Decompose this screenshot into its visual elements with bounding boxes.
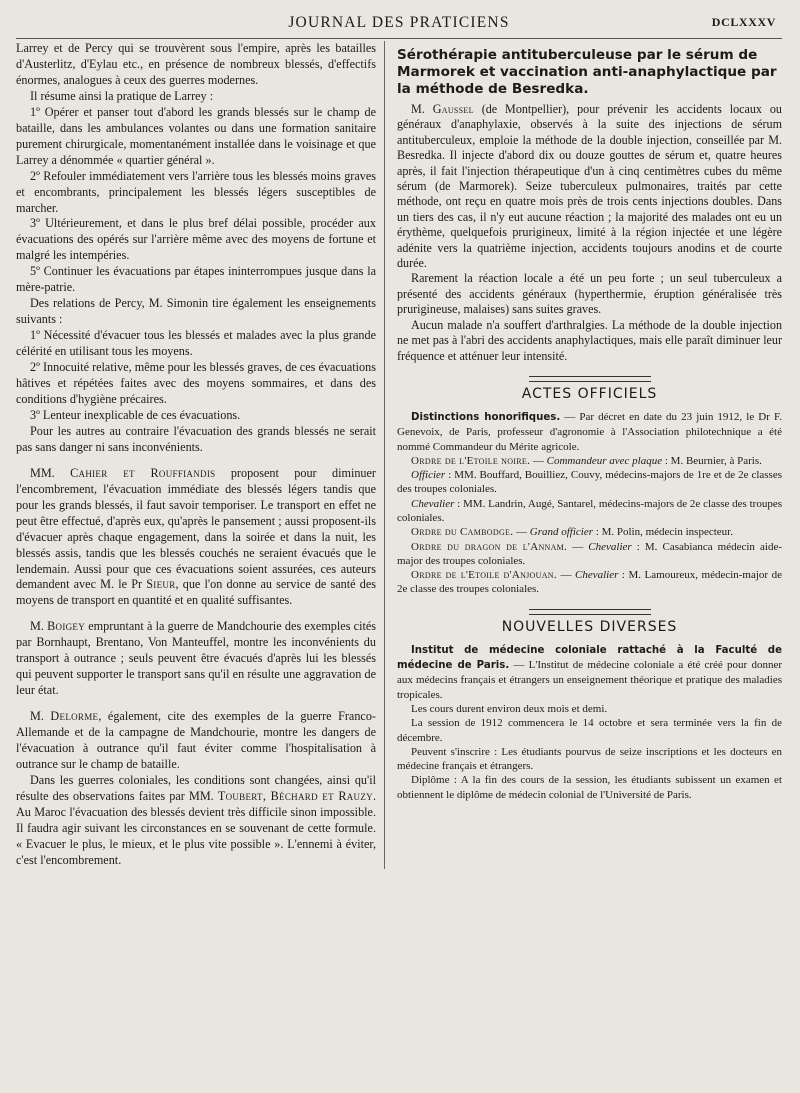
paragraph: 3º Ultérieurement, et dans le plus bref délai possible, procéder aux évacuations des opérés sur l'arrière même avec des moyens de fortune et malgré les intempéries. [16, 216, 376, 263]
text-run: , également, cite des exemples de la guerre Franco-Allemande et de la campagne de Mandchourie, montre les dangers de l'évacuation à outrance qu'il faut éviter comme l'hospitalisation à outrance sur le champ de bataille. [16, 709, 376, 771]
paragraph: Les cours durent environ deux mois et demi. [411, 702, 608, 715]
text-run: — L'Institut de médecine coloniale a été créé pour donner aux médecins français et étrangers un enseignement théorique et pratique des maladies tropicales. [397, 659, 782, 701]
paragraph: 3º Lenteur inexplicable de ces évacuations. [30, 407, 241, 422]
author-name: Boigey [47, 619, 86, 634]
grade-name: Chevalier [411, 497, 455, 510]
lead-heading: Distinctions honorifiques. [411, 411, 561, 423]
text-run: M. [411, 102, 433, 116]
text-run: . Au Maroc l'évacuation des blessés devient très difficile sinon impossible. Il faudra agir suivant les circonstances en se souvenant de cette formule. « Evacuer le plus, le mieux, et le plus vite possible ». L'ennemi à éviter, c'est l'encombrement. [16, 788, 377, 867]
text-run: : MM. Bouffard, Bouilliez, Couvy, médecins-majors de 1re et de 2e classes des troupes coloniales. [397, 469, 782, 496]
left-column [16, 41, 384, 869]
paragraph: 2º Innocuité relative, même pour les blessés graves, de ces évacuations hâtives et répétées faites avec des moyens sommaires, et dans des conditions d'hygiène précaires. [16, 360, 376, 406]
paragraph: Peuvent s'inscrire : Les étudiants pourvus de seize inscriptions et les docteurs en médecine français et étrangers. [397, 745, 782, 773]
article-title: Sérothérapie antituberculeuse par le sérum de Marmorek et vaccination anti-anaphylactique par la méthode de Besredka. [397, 47, 777, 97]
text-run: M. [30, 709, 51, 724]
text-run: : M. Lamoureux, médecin-major de 2e classe des troupes coloniales. [397, 569, 783, 596]
lead-heading: Institut de médecine coloniale rattaché à la Faculté de médecine de Paris. [397, 644, 782, 672]
paragraph: Larrey et de Percy qui se trouvèrent sous l'empire, après les batailles d'Austerlitz, d'Eylau etc., en présence de nombreux blessés, d'effectifs énormes, analogues à ceux des guerres modernes. [16, 41, 376, 87]
page-number: DCLXXXV [711, 15, 776, 29]
text-run: : M. Polin, médecin inspecteur. [593, 526, 733, 539]
running-head [16, 12, 782, 39]
section-rule [529, 376, 651, 382]
order-name: Ordre du Cambodge. [411, 526, 514, 539]
right-column [384, 41, 782, 869]
text-run: : M. Beurnier, à Paris. [662, 454, 762, 467]
paragraph [397, 454, 782, 468]
paragraph [16, 619, 376, 699]
text-run: proposent pour diminuer l'encombrement, l'évacuation immédiate des blessés légers tandis que pour les grands blessés, il faut savoir temporiser. Le transport en effet ne peut être effectué, d'après eux, qu'après le pansement ; aussi proposent-ils d'évacuer après chaque engagement, dans la soirée et dans la nuit, les blessés assis, tandis que les blessés couchés ne seraient évacués que le lendemain. Aussi pour que ces évacuations soient assurées, ces auteurs demandent avec M. le Pr [16, 465, 376, 592]
paragraph: Pour les autres au contraire l'évacuation des grands blessés ne serait pas sans danger ni sans inconvénients. [16, 423, 376, 454]
grade-name: Chevalier [588, 540, 632, 553]
author-name: Gaussel [432, 102, 474, 116]
text-run: , que l'on donne au service de santé des moyens de transport en quantité et en qualité suffisantes. [16, 577, 376, 608]
text-run: : M. Casabianca médecin aide-major des troupes coloniales. [397, 540, 782, 567]
text-run: MM. [30, 465, 71, 480]
text-run: — [556, 569, 575, 582]
author-names: Toubert, Béchard et Rauzy [217, 788, 373, 803]
section-rule [529, 609, 651, 615]
nouvelles-diverses-section [397, 643, 782, 802]
paragraph: 5º Continuer les évacuations par étapes ininterrompues jusque dans la mère-patrie. [16, 264, 376, 295]
paragraph: Des relations de Percy, M. Simonin tire également les enseignements suivants : [16, 296, 376, 327]
author-names: Cahier et Rouffiandis [70, 465, 216, 480]
paragraph: Diplôme : A la fin des cours de la session, les étudiants subissent un examen et obtiennent le diplôme de médecin colonial de l'Université de Paris. [397, 774, 782, 801]
text-run: : MM. Landrin, Augé, Santarel, médecins-majors de 2e classe des troupes coloniales. [397, 497, 782, 524]
paragraph [16, 466, 376, 610]
paragraph [397, 497, 782, 526]
paragraph [397, 568, 782, 597]
order-name: Ordre de l'Etoile noire. [411, 454, 531, 467]
paragraph: Il résume ainsi la pratique de Larrey : [30, 88, 214, 103]
grade-name: Officier [411, 469, 446, 482]
order-name: Ordre de l'Etoile d'Anjouan. [411, 569, 557, 582]
grade-name: Grand officier [529, 526, 594, 539]
paragraph [397, 525, 782, 539]
grade-name: Commandeur avec plaque [546, 454, 663, 467]
paragraph [397, 540, 782, 569]
text-run: — [513, 526, 530, 539]
paragraph [16, 773, 376, 869]
paragraph: 1º Opérer et panser tout d'abord les grands blessés sur le champ de bataille, dans les ambulances volantes ou dans une formation sanitaire purement chirurgicale, momentanément installée dans le voisinage et que Larrey a dénommée « quartier général ». [16, 104, 376, 167]
actes-officiels-section [397, 410, 782, 597]
paragraph: La session de 1912 commencera le 14 octobre et sera terminée vers la fin de décembre. [397, 717, 782, 744]
two-column-body [16, 41, 782, 869]
text-run: (de Montpellier), pour prévenir les accidents locaux ou généraux d'anaphylaxie, observés à la suite des injections de sérum antituberculeux, emploie la méthode de la double injection, conseillée par M. Besredka. Il injecte d'abord dix ou douze gouttes de sérum et, quatre heures après, il fait l'injection thérapeutique d'un à cinq centimètres cubes du même sérum (de Marmorek). Seize tuberculeux pulmonaires, traités par cette méthode, ont reçu en quatre mois près de trois cents injections doubles. Dans un tiers des cas, il n'y eut aucune réaction ; la majorité des malades ont eu un érythème, quelquefois prurigineux, limité à la région injectée et une légère adénite vers la quatrième injection, accidents toujours anodins et de courte durée. [397, 102, 782, 271]
paragraph [397, 102, 782, 271]
text-run: M. [30, 619, 48, 634]
paragraph [16, 709, 376, 773]
paragraph [397, 643, 782, 702]
paragraph: Rarement la réaction locale a été un peu forte ; un seul tuberculeux a présenté des accidents généraux (hyperthermie, éruption généralisée très prurigineuse, malaises) sans suites graves. [397, 271, 782, 317]
text-run: — [567, 540, 589, 553]
text-run: — [530, 454, 547, 467]
paragraph: Aucun malade n'a souffert d'arthralgies. La méthode de la double injection ne met pas à l'abri des accidents anaphylactiques, mais elle paraît diminuer leur fréquence et atténuer leur intensité. [397, 317, 782, 363]
author-name: Sieur [146, 577, 176, 592]
grade-name: Chevalier [574, 569, 619, 582]
paragraph: 1º Nécessité d'évacuer tous les blessés et malades avec la plus grande célérité en utilisant tous les moyens. [16, 328, 376, 359]
journal-title: JOURNAL DES PRATICIENS [288, 14, 510, 31]
paragraph: 2º Refouler immédiatement vers l'arrière tous les blessés moins graves et encombrants, principalement les blessés légers susceptibles de marcher. [16, 168, 376, 215]
section-title-actes-officiels: ACTES OFFICIELS [521, 385, 658, 402]
text-run: empruntant à la guerre de Mandchourie des exemples cités par Bornhaupt, Brentano, Von Manteuffel, montre les inconvénients du transport à outrance ; seuls peuvent être évacués d'après lui les blessés qui peuvent supporter le transport sans qu'il en résulte une aggravation de leur état. [16, 619, 376, 698]
author-name: Delorme [50, 709, 99, 724]
paragraph [397, 410, 782, 454]
text-run: Dans les guerres coloniales, les conditions sont changées, ainsi qu'il résulte des observations faites par MM. [16, 772, 376, 803]
text-run: — Par décret en date du 23 juin 1912, le Dr F. Genevoix, de Paris, professeur d'agronomie à l'Association philotechnique a été nommé Commandeur du Mérite agricole. [397, 410, 782, 453]
paragraph [397, 468, 782, 497]
order-name: Ordre du dragon de l'Annam. [411, 540, 568, 553]
section-title-nouvelles-diverses: NOUVELLES DIVERSES [501, 618, 678, 635]
